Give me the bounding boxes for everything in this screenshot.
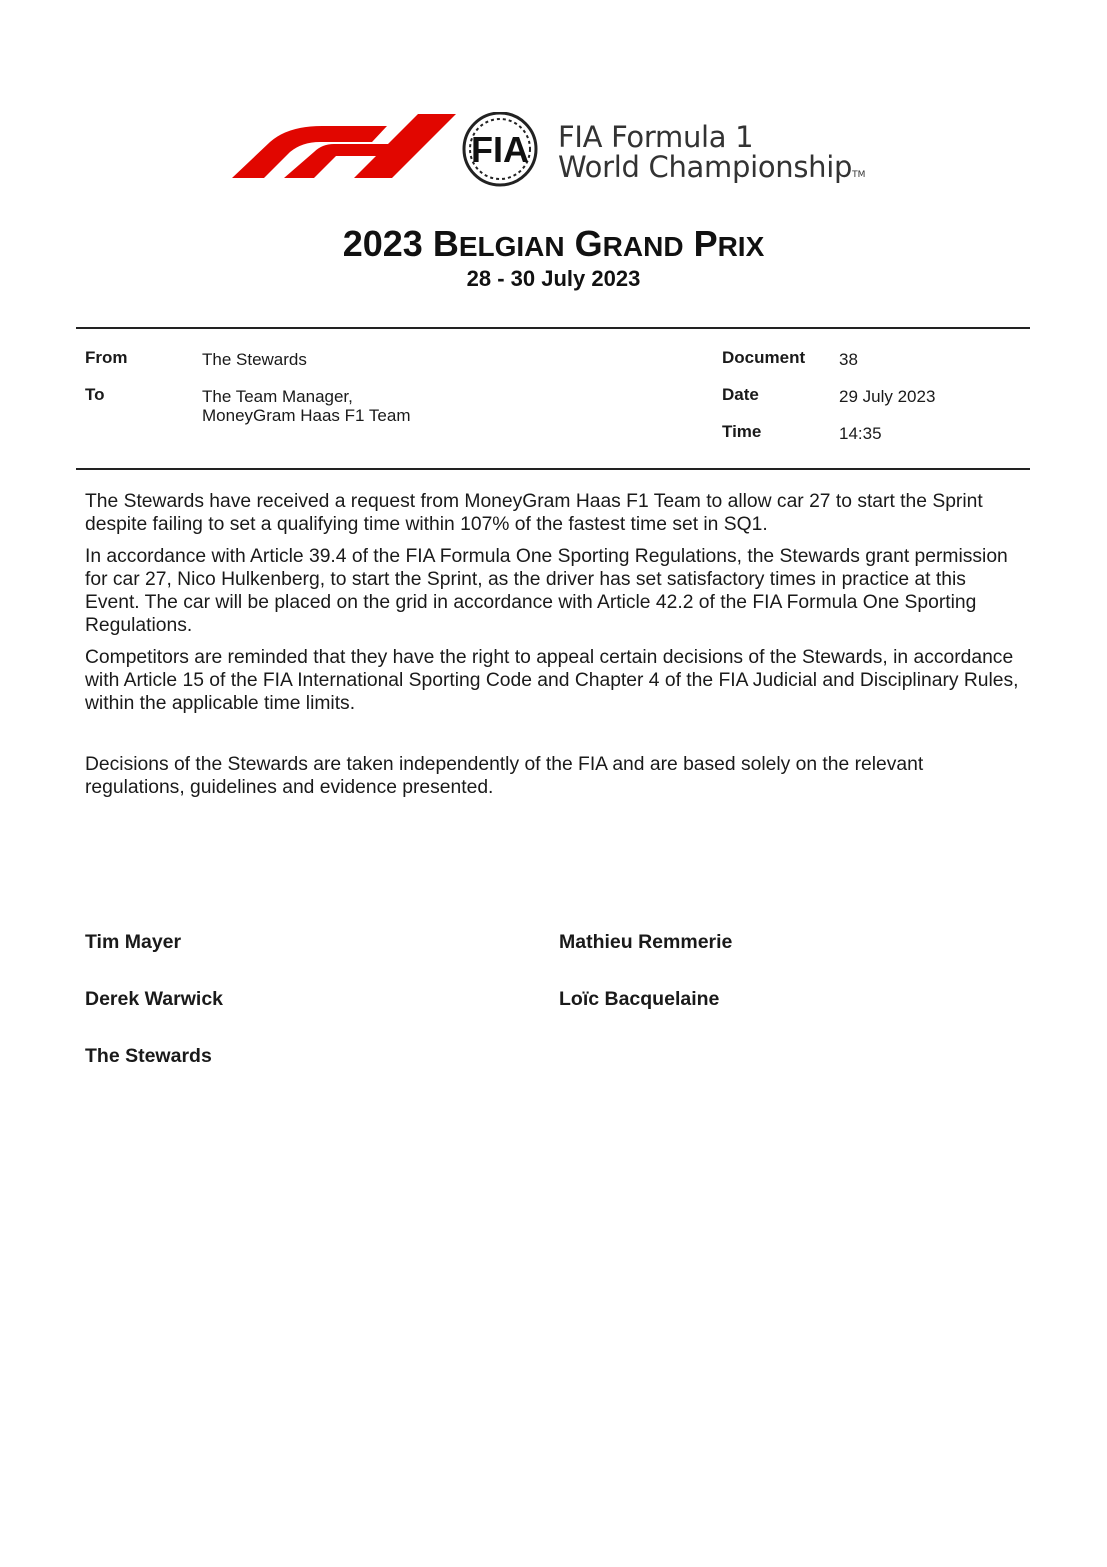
title-word-3-initial: P — [693, 223, 718, 264]
title-word-3-rest: RIX — [717, 231, 765, 262]
date-label: Date — [722, 385, 759, 404]
header-divider-top — [76, 327, 1030, 329]
stewards-closing: The Stewards — [85, 1045, 212, 1067]
steward-signature-4: Loïc Bacquelaine — [559, 988, 720, 1010]
title-year: 2023 — [342, 223, 423, 264]
championship-wordmark — [558, 122, 865, 190]
to-value-line-2: MoneyGram Haas F1 Team — [202, 406, 411, 425]
event-dates: 28 - 30 July 2023 — [466, 266, 641, 291]
body-paragraph-1: The Stewards have received a request from MoneyGram Haas F1 Team to allow car 27 to start the Sprint despite failing to set a qualifying time within 107% of the fastest time set in SQ1. — [85, 491, 983, 535]
f1-fia-logo — [230, 112, 910, 194]
to-value-line-1: The Team Manager, — [202, 387, 353, 406]
time-label: Time — [722, 422, 762, 441]
to-label: To — [85, 385, 105, 404]
body-paragraph-4: Decisions of the Stewards are taken independently of the FIA and are based solely on the relevant regulations, guidelines and evidence presented. — [85, 754, 924, 798]
brand-line-1: FIA Formula 1 — [558, 120, 754, 154]
header-divider-bottom — [76, 468, 1030, 470]
f1-logo-icon — [230, 112, 560, 194]
body-paragraph-3: Competitors are reminded that they have the right to appeal certain decisions of the Stewards, in accordance with Article 15 of the FIA International Sporting Code and Chapter 4 of the FIA Judicial and Disciplinary Rules, within the applicable time limits. — [85, 647, 1019, 714]
time-value: 14:35 — [839, 424, 882, 443]
title-word-1-rest: ELGIAN — [458, 231, 565, 262]
from-value: The Stewards — [202, 350, 307, 369]
page-title — [0, 222, 1107, 269]
document-value: 38 — [839, 350, 858, 369]
steward-signature-2: Mathieu Remmerie — [559, 931, 733, 953]
title-word-2-rest: RAND — [602, 231, 684, 262]
title-word-1-initial: B — [432, 223, 459, 264]
trademark-mark: TM — [852, 170, 866, 180]
decision-body — [85, 490, 1025, 808]
brand-line-2: World Championship — [558, 150, 853, 184]
document-label: Document — [722, 348, 806, 367]
steward-signature-1: Tim Mayer — [85, 931, 182, 953]
date-value: 29 July 2023 — [839, 387, 936, 406]
title-word-2-initial: G — [574, 223, 603, 264]
fia-badge-text: FIA — [471, 129, 529, 170]
body-paragraph-2: In accordance with Article 39.4 of the FIA Formula One Sporting Regulations, the Stewards grant permission for car 27, Nico Hulkenberg, to start the Sprint, as the driver has set satisfactory times in practice at this Event. The car will be placed on the grid in accordance with Article 42.2 of the FIA Formula One Sporting Regulations. — [85, 546, 1008, 636]
steward-signature-3: Derek Warwick — [85, 988, 224, 1010]
from-label: From — [85, 348, 128, 367]
